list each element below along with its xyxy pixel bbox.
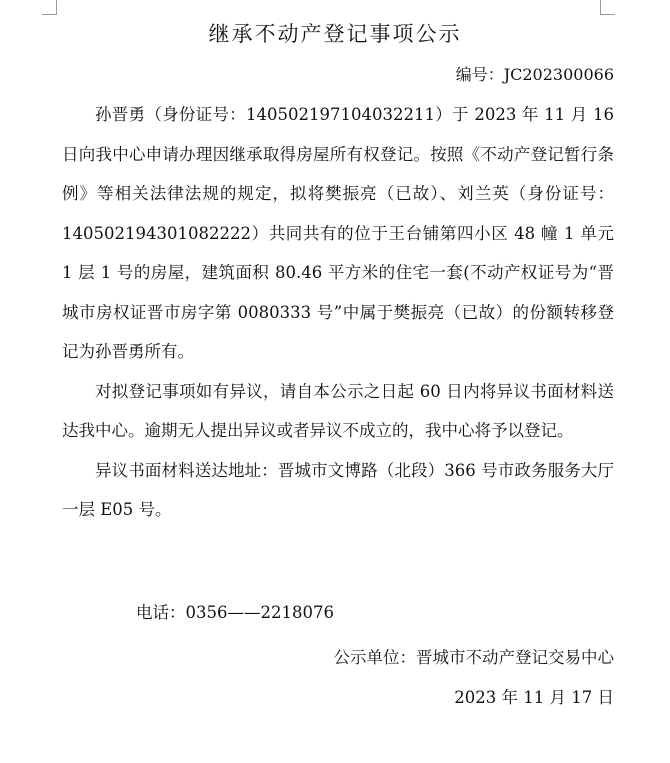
document-number: 编号：JC202300066 [455, 65, 614, 84]
contact-phone: 电话：0356——2218076 [136, 603, 334, 622]
document-body [62, 95, 614, 530]
publish-date: 2023 年 11 月 17 日 [454, 688, 614, 707]
document-title: 继承不动产登记事项公示 [208, 22, 462, 46]
paragraph-objection: 对拟登记事项如有异议，请自本公示之日起 60 日内将异议书面材料送达我中心。逾期无人提出异议或者异议不成立的，我中心将予以登记。 [62, 381, 614, 440]
crop-mark-top-right [600, 0, 615, 15]
crop-mark-top-left [42, 0, 57, 15]
paragraph-address: 异议书面材料送达地址：晋城市文博路（北段）366 号市政务服务大厅一层 E05 号。 [62, 460, 614, 519]
paragraph-application: 孙晋勇（身份证号：140502197104032211）于 2023 年 11 月 16 日向我中心申请办理因继承取得房屋所有权登记。按照《不动产登记暂行条例》等相关法律法规的规定，拟将樊振亮（已故）、刘兰英（身份证号：140502194301082222）共同共有的位于王台铺第四小区 48 幢 1 单元 1 层 1 号的房屋，建筑面积 80.46 平方米的住宅一套(不动产权证号为“晋城市房权证晋市房字第 0080333 号”中属于樊振亮（已故）的份额转移登记为孙晋勇所有。 [62, 105, 614, 361]
publisher-name: 公示单位：晋城市不动产登记交易中心 [333, 648, 614, 667]
